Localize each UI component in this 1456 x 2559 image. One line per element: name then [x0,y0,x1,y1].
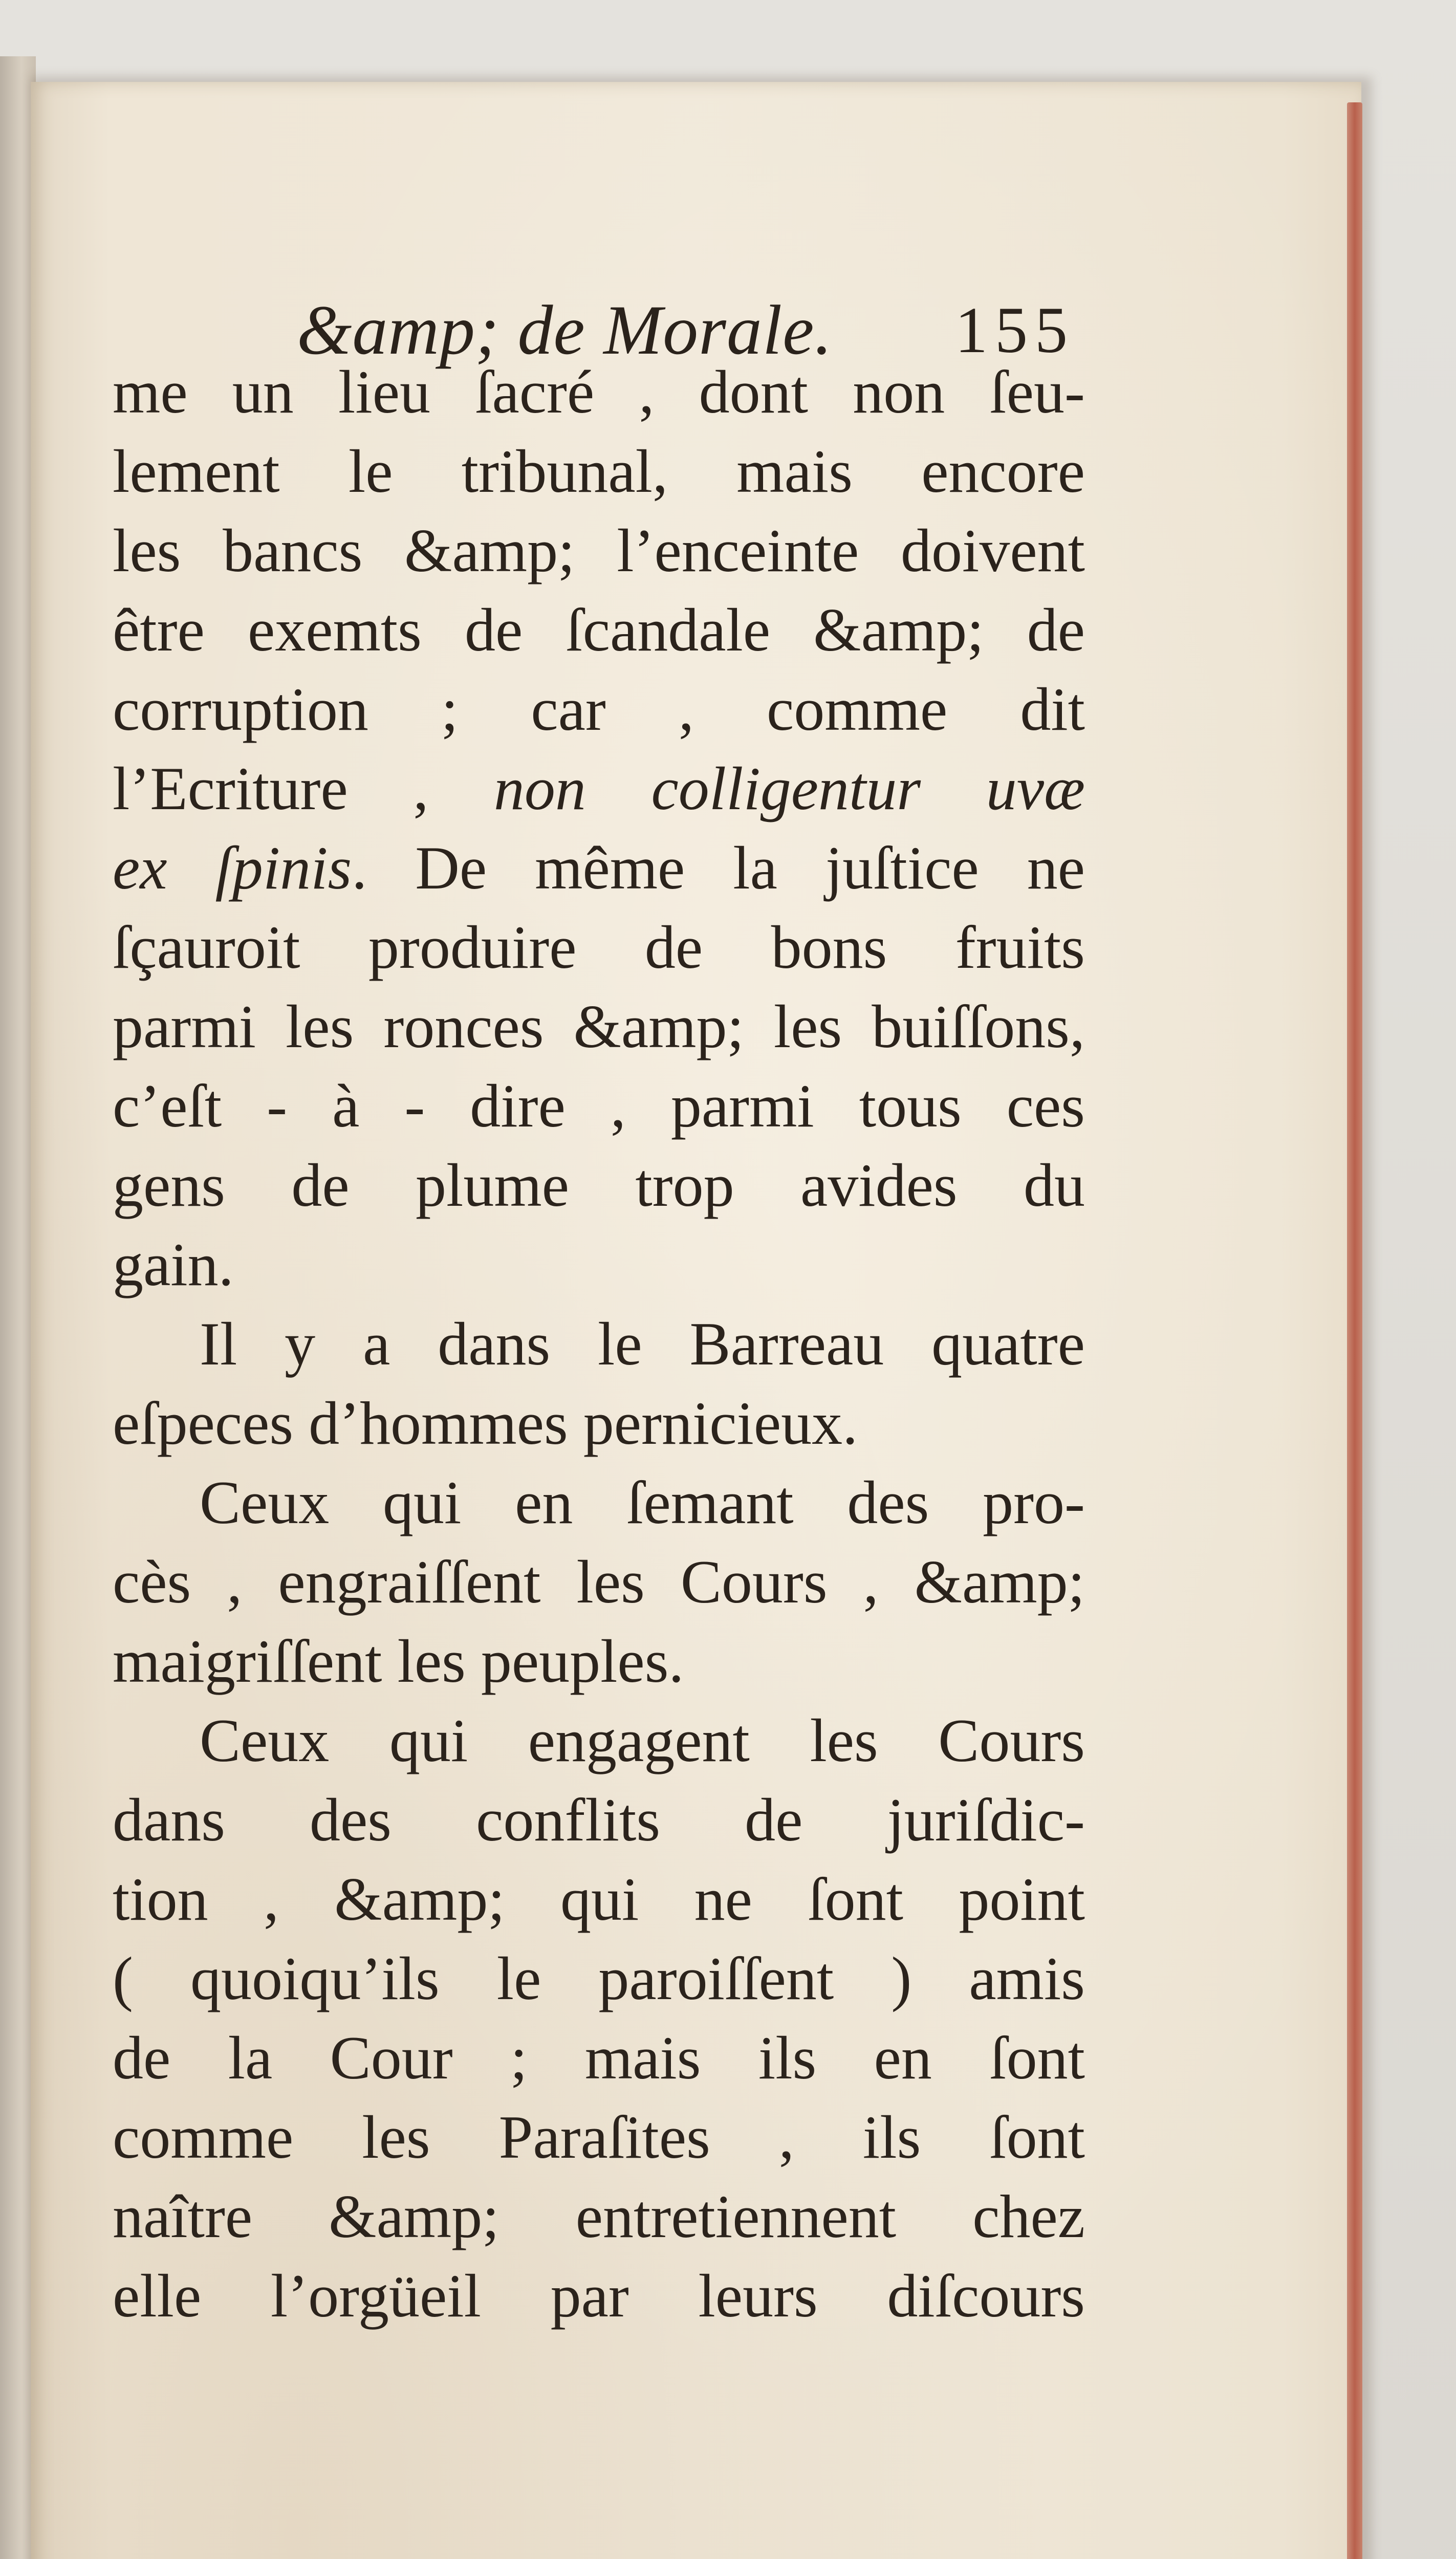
text-line: c’eſt - à - dire , parmi tous ces [113,1072,1085,1140]
text-line: gain. [113,1230,234,1298]
text-line: eſpeces d’hommes pernicieux. [113,1389,858,1457]
text-line: être exemts de ſcandale &amp; de [113,596,1085,664]
text-line: gens de plume trop avides du [113,1151,1085,1219]
text-line: maigriſſent les peuples. [113,1627,684,1695]
text-line: ( quoiqu’ils le paroiſſent ) amis [113,1944,1085,2012]
page-number: 155 [955,294,1075,366]
text-line: Ceux qui en ſemant des pro- [200,1468,1085,1536]
text-line [113,828,1085,907]
text-line: corruption ; car , comme dit [113,675,1085,743]
text-line: parmi les ronces &amp; les buiſſons, [113,992,1085,1060]
latin-quotation: non colligentur uvæ [493,754,1085,822]
text-segment: l’Ecriture , [113,754,494,822]
text-line: dans des conflits de juriſdic- [113,1786,1085,1854]
text-line: de la Cour ; mais ils en ſont [113,2024,1085,2092]
text-line: Ceux qui engagent les Cours [200,1706,1085,1774]
text-line: cès , engraiſſent les Cours , &amp; [113,1548,1085,1616]
text-line: elle l’orgüeil par leurs diſcours [113,2262,1085,2330]
text-line: me un lieu ſacré , dont non ſeu- [113,358,1085,426]
text-line [113,749,1085,828]
text-line: ſçauroit produire de bons fruits [113,913,1085,981]
latin-quotation: ex ſpinis [113,834,352,902]
running-head: &amp; de Morale. [297,291,833,369]
text-line: comme les Paraſites , ils ſont [113,2103,1085,2171]
text-line: naître &amp; entretiennent chez [113,2182,1085,2250]
body-text [113,352,1085,2335]
text-line: lement le tribunal, mais encore [113,437,1085,505]
book-page [31,82,1361,2559]
text-line: Il y a dans le Barreau quatre [200,1310,1085,1378]
text-line: les bancs &amp; l’enceinte doivent [113,516,1085,584]
text-line: tion , &amp; qui ne ſont point [113,1865,1085,1933]
text-segment: . De même la juſtice ne [352,834,1085,902]
red-edge [1347,102,1362,2559]
